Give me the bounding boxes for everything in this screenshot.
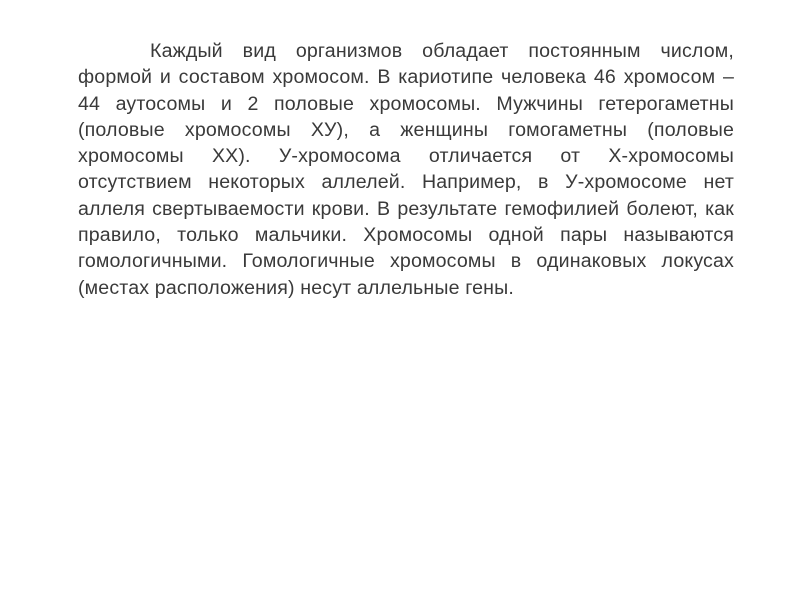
body-paragraph: Каждый вид организмов обладает постоянным числом, формой и составом хромосом. В кариотипе человека 46 хромосом – 44 аутосомы и 2 половые хромосомы. Мужчины гетерогаметны (половые хромосомы ХУ), а женщины гомогаметны (половые хромосомы XX). У-хромосома отличается от Х-хромосомы отсутствием некоторых аллелей. Например, в У-хромосоме нет аллеля свертываемости крови. В результате гемофилией болеют, как правило, только мальчики. Хромосомы одной пары называются гомологичными. Гомологичные хромосомы в одинаковых локусах (местах расположения) несут аллельные гены. [78, 40, 734, 299]
